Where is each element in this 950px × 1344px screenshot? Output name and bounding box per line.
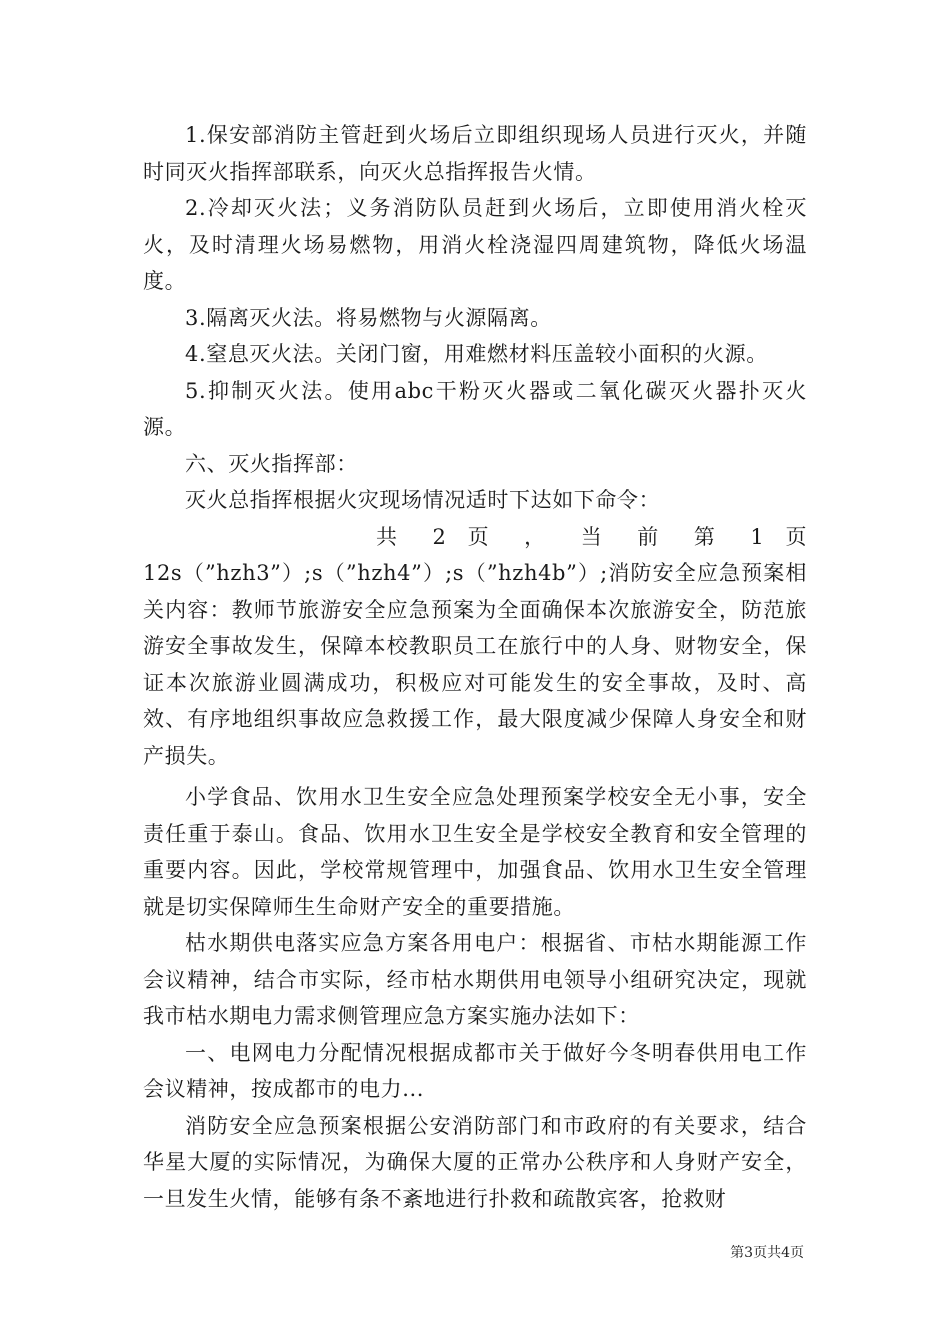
pager-qian: 前 [637,524,673,549]
paragraph-food-safety: 小学食品、饮用水卫生安全应急处理预案学校安全无小事，安全责任重于泰山。食品、饮用水卫生安全是学校安全教育和安全管理的重要内容。因此，学校常规管理中，加强食品、饮用水卫生安全管理就是切实保障师生生命财产安全的重要措施。 [143,785,807,919]
pager-di: 第 [693,524,730,549]
paragraph-fire-safety-plan: 消防安全应急预案根据公安消防部门和市政府的有关要求，结合华星大厦的实际情况，为确保大厦的正常办公秩序和人身财产安全，一旦发生火情，能够有条不紊地进行扑救和疏散宾客，抢救财 [143,1113,807,1211]
pager-ye-end: 页 [785,524,808,549]
pager-gong: 共 [376,524,412,549]
page-footer: 第3页共4页 [730,1245,804,1261]
pager-ye: 页 [467,524,504,549]
pager-total: 2 [432,524,447,549]
paragraph-dry-season-power: 枯水期供电落实应急方案各用电户：根据省、市枯水期能源工作会议精神，结合市实际，经市枯水期供用电领导小组研究决定，现就我市枯水期电力需求侧管理应急方案实施办法如下： [143,931,807,1028]
section-heading-command: 六、灭火指挥部： [185,451,358,476]
paragraph-step-2: 2.冷却灭火法；义务消防队员赶到火场后，立即使用消火栓灭火，及时清理火场易燃物，用消火栓浇湿四周建筑物，降低火场温度。 [143,196,807,293]
paragraph-command-intro: 灭火总指挥根据火灾现场情况适时下达如下命令： [185,488,661,512]
pager-current: 1 [750,524,765,549]
paragraph-step-3: 3.隔离灭火法。将易燃物与火源隔离。 [185,305,552,330]
inline-page-indicator [143,519,807,556]
paragraph-step-4: 4.窒息灭火法。关闭门窗，用难燃材料压盖较小面积的火源。 [185,342,768,366]
pager-dang: 当 [580,524,617,549]
paragraph-step-1: 1.保安部消防主管赶到火场后立即组织现场人员进行灭火，并随时同灭火指挥部联系，向灭火总指挥报告火情。 [143,123,807,184]
pager-comma: ， [524,524,560,549]
paragraph-continuation: 12s（”hzh3”）;s（”hzh4”）;s（”hzh4b”）;消防安全应急预案相关内容：教师节旅游安全应急预案为全面确保本次旅游安全，防范旅游安全事故发生，保障本校教职员工在旅行中的人身、财物安全，保证本次旅游业圆满成功，积极应对可能发生的安全事故，及时、高效、有序地组织事故应急救援工作，最大限度减少保障人身安全和财产损失。 [143,561,807,768]
paragraph-power-distribution: 一、电网电力分配情况根据成都市关于做好今冬明春供用电工作会议精神，按成都市的电力... [143,1040,807,1101]
document-body [143,117,807,1217]
paragraph-step-5: 5.抑制灭火法。使用abc干粉灭火器或二氧化碳灭火器扑灭火源。 [143,378,807,439]
